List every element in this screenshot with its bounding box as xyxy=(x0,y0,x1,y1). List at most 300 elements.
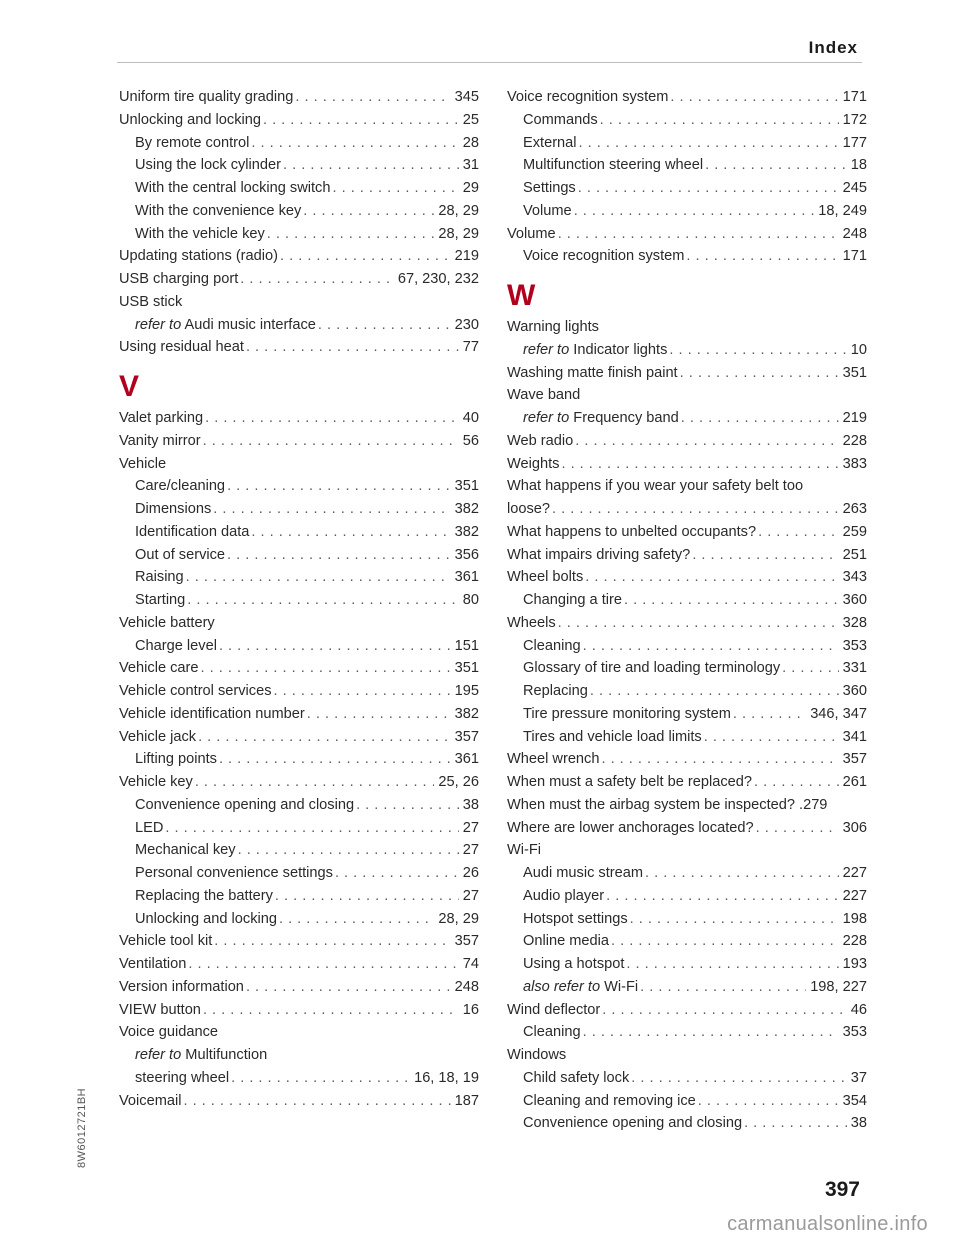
entry-label-wrap xyxy=(119,1021,218,1044)
entry-label: Wheel wrench xyxy=(507,751,600,768)
dot-leader xyxy=(186,566,451,589)
entry-label-wrap xyxy=(523,1021,581,1044)
entry-label-wrap xyxy=(119,268,238,291)
dot-leader xyxy=(583,635,839,658)
entry-page-ref: 343 xyxy=(842,569,867,586)
entry-label-wrap xyxy=(523,1112,742,1135)
entry-label: Unlocking and locking xyxy=(135,910,277,927)
dot-leader xyxy=(611,930,839,953)
entry-label: Cleaning and removing ice xyxy=(523,1092,696,1109)
dot-leader xyxy=(240,268,394,291)
index-entry xyxy=(119,245,479,268)
index-subentry xyxy=(507,200,867,223)
entry-label-wrap xyxy=(119,430,201,453)
index-subentry xyxy=(119,794,479,817)
entry-label: Vehicle jack xyxy=(119,728,197,745)
dot-leader xyxy=(585,566,838,589)
dot-leader xyxy=(246,976,451,999)
entry-label: When must a safety belt be replaced? xyxy=(507,774,752,790)
index-entry xyxy=(507,384,867,407)
index-entry xyxy=(119,407,479,430)
entry-page-ref: 351 xyxy=(454,660,479,677)
dot-leader xyxy=(263,109,459,132)
entry-label-wrap xyxy=(135,908,277,931)
entry-label: Settings xyxy=(523,180,576,196)
dot-leader xyxy=(692,544,838,567)
entry-label: With the convenience key xyxy=(135,202,302,219)
entry-page-ref: 227 xyxy=(842,887,867,904)
index-entry xyxy=(507,1044,867,1067)
entry-page-ref: 46 xyxy=(850,1001,867,1018)
dot-leader xyxy=(303,200,434,223)
entry-page-ref: 263 xyxy=(842,501,867,517)
index-subentry xyxy=(507,589,867,612)
index-subentry xyxy=(119,817,479,840)
entry-page-ref: 16 xyxy=(462,1001,479,1018)
entry-label-wrap xyxy=(523,680,588,703)
dot-leader xyxy=(165,817,458,840)
entry-label-wrap xyxy=(523,589,622,612)
entry-label: Where are lower anchorages located? xyxy=(507,819,754,836)
entry-page-ref: 198 xyxy=(842,910,867,927)
entry-label: Wheels xyxy=(507,614,556,631)
entry-label: Starting xyxy=(135,592,186,608)
index-entry xyxy=(507,453,867,476)
entry-label-wrap xyxy=(119,999,201,1022)
dot-leader xyxy=(274,680,451,703)
entry-page-ref: 67, 230, 232 xyxy=(397,271,479,287)
entry-label-wrap xyxy=(523,109,598,132)
entry-label: Voice guidance xyxy=(119,1024,218,1041)
index-subentry xyxy=(119,200,479,223)
entry-page-ref: 351 xyxy=(842,364,867,381)
entry-label-wrap xyxy=(507,544,690,567)
dot-leader xyxy=(626,953,838,976)
entry-label: Indicator lights xyxy=(573,341,668,358)
entry-label-wrap xyxy=(507,362,678,385)
index-subentry xyxy=(507,1112,867,1135)
index-header-title: Index xyxy=(808,38,858,57)
dot-leader xyxy=(602,999,846,1022)
entry-label: Valet parking xyxy=(119,410,204,426)
index-subentry xyxy=(119,132,479,155)
entry-label-wrap xyxy=(523,885,604,908)
entry-label: Vehicle key xyxy=(119,774,193,790)
entry-page-ref: 361 xyxy=(454,569,479,586)
dot-leader xyxy=(238,839,459,862)
entry-label-wrap xyxy=(523,726,702,749)
index-entry xyxy=(119,771,479,794)
entry-label: Vehicle tool kit xyxy=(119,933,213,950)
dot-leader xyxy=(231,1067,410,1090)
entry-label-wrap xyxy=(135,314,316,337)
dot-leader xyxy=(558,612,839,635)
dot-leader xyxy=(758,521,839,544)
entry-label: Cleaning xyxy=(523,1024,581,1041)
index-entry xyxy=(119,1090,479,1113)
index-subentry xyxy=(507,154,867,177)
entry-label-wrap xyxy=(507,86,668,109)
index-subentry xyxy=(507,657,867,680)
entry-label: Unlocking and locking xyxy=(119,111,261,128)
index-entry xyxy=(507,612,867,635)
dot-leader xyxy=(600,109,839,132)
entry-page-ref: 248 xyxy=(842,225,867,242)
entry-label: Web radio xyxy=(507,432,574,449)
dot-leader xyxy=(756,817,839,840)
index-subentry xyxy=(507,930,867,953)
entry-label-wrap xyxy=(119,86,293,109)
entry-page-ref: 151 xyxy=(454,637,479,654)
index-subentry xyxy=(507,109,867,132)
entry-page-ref: 227 xyxy=(842,865,867,881)
entry-label: What happens if you wear your safety belt too xyxy=(507,478,804,495)
index-subentry xyxy=(119,314,479,337)
index-entry xyxy=(507,839,867,862)
index-subentry xyxy=(507,703,867,726)
entry-label: Using the lock cylinder xyxy=(135,157,282,174)
entry-page-ref: 382 xyxy=(454,705,479,722)
index-subentry xyxy=(119,908,479,931)
entry-label-wrap xyxy=(523,862,643,885)
dot-leader xyxy=(733,703,806,726)
section-letter: W xyxy=(507,279,536,312)
entry-label: Mechanical key xyxy=(135,842,236,859)
entry-label: Online media xyxy=(523,933,609,950)
entry-label: What happens to unbelted occupants? xyxy=(507,523,757,540)
entry-page-ref: 259 xyxy=(842,523,867,540)
entry-label: Cleaning xyxy=(523,637,581,654)
dot-leader xyxy=(578,177,839,200)
entry-label: Raising xyxy=(135,569,184,586)
entry-page-ref: 18 xyxy=(850,157,867,174)
index-entry xyxy=(119,109,479,132)
entry-page-ref: 357 xyxy=(454,728,479,745)
index-entry xyxy=(507,566,867,589)
dot-leader xyxy=(744,1112,847,1135)
entry-label: Convenience opening and closing xyxy=(523,1115,743,1132)
dot-leader xyxy=(606,885,839,908)
entry-page-ref: 28, 29 xyxy=(438,910,479,927)
entry-page-ref: 187 xyxy=(454,1092,479,1109)
entry-label-wrap xyxy=(523,339,667,362)
entry-page-ref: 56 xyxy=(462,432,479,449)
dot-leader xyxy=(335,862,459,885)
entry-label: Uniform tire quality grading xyxy=(119,89,294,105)
index-entry xyxy=(507,999,867,1022)
entry-label: Personal convenience settings xyxy=(135,865,333,881)
entry-label-wrap xyxy=(135,544,225,567)
index-subentry xyxy=(119,1067,479,1090)
entry-label: With the central locking switch xyxy=(135,180,331,196)
index-entry xyxy=(507,362,867,385)
dot-leader xyxy=(188,953,458,976)
entry-label-wrap xyxy=(507,498,550,521)
entry-page-ref: 382 xyxy=(454,501,479,517)
dot-leader xyxy=(558,223,839,246)
entry-label: VIEW button xyxy=(119,1001,201,1018)
index-subentry xyxy=(507,885,867,908)
entry-page-ref: 37 xyxy=(850,1069,867,1086)
dot-leader xyxy=(645,862,839,885)
entry-label: Washing matte finish paint xyxy=(507,364,678,381)
dot-leader xyxy=(307,703,451,726)
dot-leader xyxy=(183,1090,450,1113)
index-subentry xyxy=(507,635,867,658)
entry-label-wrap xyxy=(507,384,580,407)
index-entry xyxy=(507,316,867,339)
index-entry xyxy=(507,521,867,544)
index-entry xyxy=(119,657,479,680)
entry-label: Tires and vehicle load limits xyxy=(523,728,702,745)
entry-label: Version information xyxy=(119,978,244,995)
entry-page-ref: 354 xyxy=(842,1092,867,1109)
entry-page-ref: 248 xyxy=(454,978,479,995)
entry-label-wrap xyxy=(135,132,249,155)
entry-page-ref: 172 xyxy=(842,111,867,128)
entry-label: Lifting points xyxy=(135,751,217,768)
entry-page-ref: 74 xyxy=(462,956,479,972)
index-entry xyxy=(119,930,479,953)
dot-leader xyxy=(630,908,839,931)
dot-leader xyxy=(670,86,838,109)
entry-label: Using a hotspot xyxy=(523,956,625,972)
index-entry xyxy=(507,544,867,567)
index-subentry xyxy=(119,498,479,521)
entry-page-ref: 361 xyxy=(454,751,479,768)
entry-label: External xyxy=(523,134,577,151)
dot-leader xyxy=(283,154,459,177)
entry-page-ref: 29 xyxy=(462,180,479,196)
entry-label-wrap xyxy=(523,976,638,999)
entry-label-wrap xyxy=(507,794,827,817)
index-entry xyxy=(119,336,479,359)
index-entry xyxy=(119,291,479,314)
index-subentry xyxy=(507,862,867,885)
index-subentry xyxy=(119,885,479,908)
dot-leader xyxy=(195,771,435,794)
entry-label: Vehicle control services xyxy=(119,683,272,699)
entry-label-wrap xyxy=(135,748,217,771)
index-subentry xyxy=(507,132,867,155)
index-entry xyxy=(119,430,479,453)
entry-page-ref: 18, 249 xyxy=(818,202,867,219)
entry-label-wrap xyxy=(523,703,731,726)
dot-leader xyxy=(590,680,839,703)
entry-label: Updating stations (radio) xyxy=(119,248,278,265)
entry-label: By remote control xyxy=(135,134,250,151)
entry-page-ref: 27 xyxy=(462,887,479,904)
entry-label-wrap xyxy=(135,1044,267,1067)
entry-label-wrap xyxy=(135,794,354,817)
index-subentry xyxy=(507,680,867,703)
index-entry xyxy=(507,817,867,840)
entry-label-wrap xyxy=(119,291,182,314)
entry-label-wrap xyxy=(119,407,203,430)
entry-page-ref: 219 xyxy=(842,410,867,426)
entry-label-wrap xyxy=(135,154,281,177)
entry-page-ref: 383 xyxy=(842,455,867,472)
entry-label-wrap xyxy=(523,657,780,680)
entry-page-ref: 193 xyxy=(842,956,867,972)
entry-label-wrap xyxy=(507,453,559,476)
entry-label-wrap xyxy=(119,453,166,476)
entry-label: Multifunction xyxy=(185,1047,268,1063)
dot-leader xyxy=(219,748,451,771)
dot-leader xyxy=(601,748,838,771)
entry-label-wrap xyxy=(507,771,752,794)
entry-page-ref: 28 xyxy=(462,134,479,151)
entry-page-ref: 198, 227 xyxy=(810,978,867,995)
entry-label-wrap xyxy=(119,703,305,726)
entry-label: Multifunction steering wheel xyxy=(523,157,704,174)
entry-label-wrap xyxy=(507,817,754,840)
entry-page-ref: 245 xyxy=(842,180,867,196)
entry-label-wrap xyxy=(507,839,541,862)
entry-label-wrap xyxy=(523,953,624,976)
dot-leader xyxy=(686,245,838,268)
entry-page-ref: 77 xyxy=(462,339,479,356)
entry-label: Volume xyxy=(507,225,556,242)
entry-label: Vehicle identification number xyxy=(119,705,305,722)
index-entry xyxy=(507,430,867,453)
entry-label: USB stick xyxy=(119,293,183,310)
index-entry xyxy=(119,612,479,635)
entry-label-wrap xyxy=(119,726,196,749)
dot-leader xyxy=(203,999,459,1022)
dot-leader xyxy=(227,544,451,567)
index-entry xyxy=(507,498,867,521)
dot-leader xyxy=(187,589,458,612)
dot-leader xyxy=(267,223,435,246)
entry-label: loose? xyxy=(507,501,551,517)
dot-leader xyxy=(704,726,839,749)
entry-label-wrap xyxy=(135,1067,229,1090)
entry-label: Hotspot settings xyxy=(523,910,628,927)
dot-leader xyxy=(332,177,458,200)
entry-label-wrap xyxy=(507,475,803,498)
entry-page-ref: 16, 18, 19 xyxy=(414,1069,479,1086)
entry-label: Replacing xyxy=(523,683,588,699)
dot-leader xyxy=(681,407,839,430)
dot-leader xyxy=(280,245,451,268)
index-column-left xyxy=(119,86,479,1112)
index-subentry xyxy=(119,862,479,885)
entry-page-ref: 382 xyxy=(454,523,479,540)
index-subentry xyxy=(119,635,479,658)
entry-label: Replacing the battery xyxy=(135,887,273,904)
index-subentry xyxy=(507,1067,867,1090)
dot-leader xyxy=(782,657,838,680)
entry-label-wrap xyxy=(119,1090,181,1113)
entry-label: Commands xyxy=(523,111,598,128)
section-letter: V xyxy=(119,370,140,403)
dot-leader xyxy=(574,200,815,223)
index-entry xyxy=(507,223,867,246)
entry-label-wrap xyxy=(135,817,163,840)
entry-label: Voicemail xyxy=(119,1092,182,1109)
entry-label: Vehicle battery xyxy=(119,614,215,631)
entry-label-wrap xyxy=(119,109,261,132)
entry-label-wrap xyxy=(523,177,576,200)
dot-leader xyxy=(201,657,451,680)
dot-leader xyxy=(227,475,451,498)
dot-leader xyxy=(579,132,839,155)
entry-page-ref: 27 xyxy=(462,819,479,836)
entry-label: steering wheel xyxy=(135,1069,230,1086)
entry-label: Audi music stream xyxy=(523,865,644,881)
dot-leader xyxy=(631,1067,847,1090)
index-entry xyxy=(119,703,479,726)
dot-leader xyxy=(214,930,450,953)
index-entry xyxy=(507,475,867,498)
dot-leader xyxy=(219,635,451,658)
entry-page-ref: 195 xyxy=(454,683,479,699)
index-entry xyxy=(119,86,479,109)
entry-label: Charge level xyxy=(135,637,217,654)
index-entry xyxy=(119,1021,479,1044)
entry-label: Frequency band xyxy=(573,410,679,426)
dot-leader xyxy=(205,407,459,430)
entry-label: What impairs driving safety? xyxy=(507,546,691,563)
cross-reference-prefix: refer to xyxy=(523,410,570,426)
entry-page-ref: 27 xyxy=(462,842,479,859)
entry-label-wrap xyxy=(507,999,600,1022)
entry-label-wrap xyxy=(523,930,609,953)
index-subentry xyxy=(119,748,479,771)
entry-page-ref: 353 xyxy=(842,637,867,654)
entry-label: When must the airbag system be inspected? .279 xyxy=(507,796,828,813)
entry-label: USB charging port xyxy=(119,271,239,287)
entry-label: Child safety lock xyxy=(523,1069,630,1086)
entry-label-wrap xyxy=(135,521,249,544)
entry-label: Out of service xyxy=(135,546,226,563)
entry-page-ref: 360 xyxy=(842,683,867,699)
dot-leader xyxy=(669,339,846,362)
entry-label: Warning lights xyxy=(507,319,599,335)
entry-page-ref: 219 xyxy=(454,248,479,265)
entry-label-wrap xyxy=(523,200,572,223)
entry-label-wrap xyxy=(507,316,599,339)
entry-label-wrap xyxy=(135,862,333,885)
entry-page-ref: 328 xyxy=(842,614,867,631)
entry-label: Wave band xyxy=(507,387,581,404)
entry-page-ref: 171 xyxy=(842,89,867,105)
entry-label: Using residual heat xyxy=(119,339,244,356)
index-subentry xyxy=(119,566,479,589)
entry-page-ref: 228 xyxy=(842,933,867,950)
dot-leader xyxy=(575,430,838,453)
index-subentry xyxy=(507,953,867,976)
entry-page-ref: 356 xyxy=(454,546,479,563)
dot-leader xyxy=(624,589,839,612)
dot-leader xyxy=(251,521,450,544)
entry-label-wrap xyxy=(523,1067,629,1090)
entry-label-wrap xyxy=(523,245,684,268)
entry-page-ref: 306 xyxy=(842,819,867,836)
header-divider xyxy=(117,62,862,63)
dot-leader xyxy=(583,1021,839,1044)
entry-label-wrap xyxy=(135,839,236,862)
index-subentry xyxy=(119,521,479,544)
entry-label: Tire pressure monitoring system xyxy=(523,705,731,722)
document-code: 8W6012721BH xyxy=(76,1087,88,1168)
index-subentry xyxy=(119,1044,479,1067)
entry-label: Voice recognition system xyxy=(523,248,685,265)
entry-page-ref: 331 xyxy=(842,660,867,677)
entry-page-ref: 80 xyxy=(462,592,479,608)
index-subentry xyxy=(119,839,479,862)
